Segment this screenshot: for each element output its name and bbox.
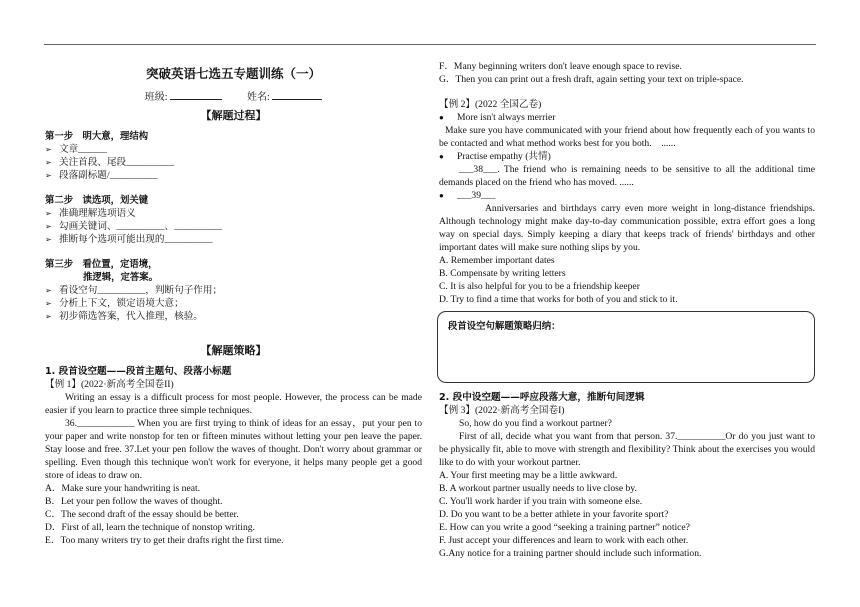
step3-title-cont: 推逻辑，定答案。 <box>83 272 159 283</box>
step3-item: ➢ 分析上下文，锁定语境大意； <box>45 297 422 310</box>
option-item: C．The second draft of the essay should be better. <box>45 509 239 520</box>
option-item: F. Just accept your differences and learn to work with each other. <box>439 535 689 546</box>
example-1-label: 【例 1】(2022·新高考全国卷II) <box>45 379 174 390</box>
process-heading: 【解题过程】 <box>200 109 267 122</box>
strategy-summary-label: 段首设空句解题策略归纳： <box>448 321 561 332</box>
subheading-bullet: ● Practise empathy (共情) <box>439 150 815 163</box>
example-2-label: 【例 2】(2022 全国乙卷) <box>439 99 542 110</box>
example-2-paragraph: Anniversaries and birthdays carry even more weight in long-distance friendships. Although technology might make day-to-day communication possible, extra effort goes a long way on special days. Simply keeping a diary that keeps track of friends' birthdays and other important dates will make sure nothing slips by you. <box>439 203 815 253</box>
class-field[interactable] <box>170 90 222 100</box>
strategy-summary-box[interactable] <box>437 311 815 383</box>
top-rule <box>44 44 816 45</box>
step1-item: ➢ 文章______ <box>45 143 422 156</box>
step2-item: ➢ 推断每个选项可能出现的__________ <box>45 233 422 246</box>
option-item: A. Your first meeting may be a little awkward. <box>439 470 618 481</box>
subsection-1-title: 1. 段首设空题——段首主题句、段落小标题 <box>45 366 232 377</box>
example-3-paragraph: So, how do you find a workout partner? <box>459 418 612 429</box>
example-1-paragraph: 36.____________ When you are first trying to think of ideas for an essay，put your pen to your paper and write nonstop for ten or fifteen minutes without letting your pen leave the paper. Stay loose and free. 37.Let your pen follow the waves of thought. Don't worry about grammar or spelling. Even though this technique won't work for everyone, it helps many people get a good store of ideas to draw on. <box>45 418 422 481</box>
option-item: G．Then you can print out a fresh draft, again setting your text on triple-space. <box>439 74 744 85</box>
option-item: C. You'll work harder if you train with someone else. <box>439 496 643 507</box>
option-item: C. It is also helpful for you to be a friendship keeper <box>439 281 640 292</box>
option-item: F．Many beginning writers don't leave enough space to revise. <box>439 61 682 72</box>
name-field[interactable] <box>272 90 322 100</box>
step3-item: ➢ 初步筛选答案，代入推理，核验。 <box>45 310 422 323</box>
page-title: 突破英语七选五专题训练（一） <box>145 66 321 81</box>
option-item: D．First of all, learn the technique of nonstop writing. <box>45 522 255 533</box>
example-1-paragraph: Writing an essay is a difficult process for most people. However, the process can be made easier if you learn to practice three simple techniques. <box>45 392 422 416</box>
strategy-heading: 【解题策略】 <box>200 344 267 357</box>
step2-title: 第二步 读选项，划关键 <box>45 195 149 206</box>
step3-title: 第三步 看位置，定语境， <box>45 259 158 270</box>
right-column <box>439 60 815 560</box>
step2-item: ➢ 准确理解选项语义 <box>45 207 422 220</box>
option-item: D. Try to find a time that works for both of you and stick to it. <box>439 294 678 305</box>
step1-item: ➢ 段落副标题/__________ <box>45 169 422 182</box>
step3-item: ➢ 看设空句__________，判断句子作用； <box>45 284 422 297</box>
class-label: 班级: <box>144 92 168 103</box>
option-item: B. A workout partner usually needs to live close by. <box>439 483 637 494</box>
subsection-2-title: 2. 段中设空题——呼应段落大意，推断句间逻辑 <box>439 392 645 403</box>
subheading-bullet: ● More isn't always merrier <box>439 111 815 124</box>
example-3-label: 【例 3】(2022·新高考全国卷I) <box>439 405 565 416</box>
example-2-paragraph: ___38___. The friend who is remaining needs to be sensitive to all the additional time demands placed on the friend who has moved. ...... <box>439 164 815 188</box>
step1-title: 第一步 明大意，理结构 <box>45 131 149 142</box>
left-column <box>45 66 422 547</box>
option-item: G.Any notice for a training partner should include such information. <box>439 548 702 559</box>
option-item: E. How can you write a good “seeking a training partner” notice? <box>439 522 690 533</box>
name-label: 姓名: <box>247 92 270 103</box>
option-item: B．Let your pen follow the waves of thought. <box>45 496 223 507</box>
option-item: A．Make sure your handwriting is neat. <box>45 483 201 494</box>
step1-item: ➢ 关注首段、尾段__________ <box>45 156 422 169</box>
example-2-paragraph: Make sure you have communicated with your friend about how frequently each of you wants to be contacted and what method works best for you both. ...... <box>439 125 815 149</box>
name-line <box>45 90 422 104</box>
example-3-paragraph: First of all, decide what you want from that person. 37.__________Or do you just want to be physically fit, able to move with strength and flexibility? Think about the exercises you would like to do with your workout partner. <box>439 431 815 468</box>
option-item: A. Remember important dates <box>439 255 555 266</box>
option-item: B. Compensate by writing letters <box>439 268 566 279</box>
option-item: D. Do you want to be a better athlete in your favorite sport? <box>439 509 669 520</box>
option-item: E．Too many writers try to get their drafts right the first time. <box>45 535 284 546</box>
step2-item: ➢ 勾画关键词、__________、__________ <box>45 220 422 233</box>
subheading-bullet: ● ___39___ <box>439 189 815 202</box>
